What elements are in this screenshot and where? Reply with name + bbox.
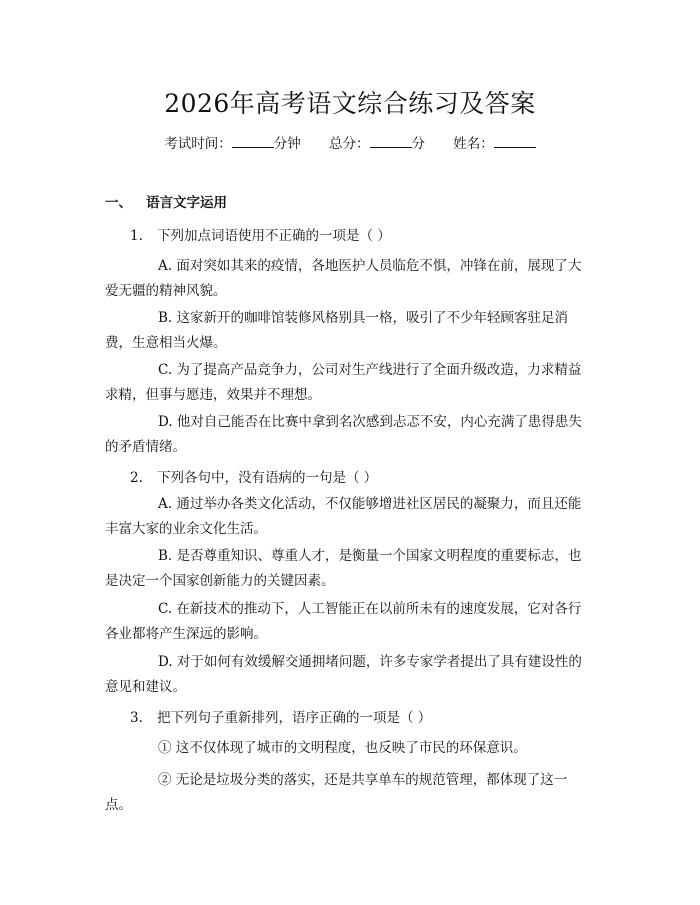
question-1-stem — [130, 224, 391, 244]
q3-sentence-2: ② 无论是垃圾分类的落实，还是共享单车的规范管理，都体现了这一点。 — [105, 772, 568, 813]
exam-time-label: 考试时间： — [164, 136, 232, 152]
q2-option-a: A. 通过举办各类文化活动，不仅能够增进社区居民的凝聚力，而且还能丰富大家的业余文化生活。 — [105, 496, 582, 537]
exam-time-unit: 分钟 — [273, 136, 301, 152]
page-title: 2026年高考语文综合练习及答案 — [164, 89, 536, 118]
q2-option-d: D. 对于如何有效缓解交通拥堵问题，许多专家学者提出了具有建设性的意见和建议。 — [105, 654, 582, 695]
section-number: 一、 — [105, 195, 132, 211]
q1-option-c: C. 为了提高产品竞争力，公司对生产线进行了全面升级改造，力求精益求精，但事与愿违，效果并不理想。 — [105, 362, 582, 403]
total-score-blank — [370, 135, 412, 148]
q3-sentence-1: ① 这不仅体现了城市的文明程度，也反映了市民的环保意识。 — [158, 740, 527, 756]
q1-option-a: A. 面对突如其来的疫情，各地医护人员临危不惧，冲锋在前，展现了大爱无疆的精神风貌。 — [105, 258, 582, 299]
exam-time-blank — [232, 135, 274, 148]
question-number: 1. — [130, 228, 143, 244]
question-number: 2. — [130, 470, 143, 486]
question-text: 把下列句子重新排列，语序正确的一项是（ ） — [157, 710, 432, 726]
student-name-blank — [494, 135, 536, 148]
exam-meta — [0, 132, 700, 152]
question-number: 3. — [130, 710, 143, 726]
section-title: 语言文字运用 — [146, 195, 227, 211]
student-name-label: 姓名： — [453, 136, 494, 152]
question-text: 下列加点词语使用不正确的一项是（ ） — [157, 228, 391, 244]
total-score — [329, 136, 429, 152]
q2-option-b: B. 是否尊重知识、尊重人才，是衡量一个国家文明程度的重要标志，也是决定一个国家创新能力的关键因素。 — [105, 548, 582, 589]
section-heading — [105, 191, 227, 211]
q1-option-d: D. 他对自己能否在比赛中拿到名次感到忐忑不安，内心充满了患得患失的矛盾情绪。 — [105, 414, 582, 455]
total-score-label: 总分： — [329, 136, 370, 152]
exam-time — [164, 136, 305, 152]
question-3-stem — [130, 706, 431, 726]
q2-option-c: C. 在新技术的推动下，人工智能正在以前所未有的速度发展，它对各行各业都将产生深远的影响。 — [105, 601, 582, 642]
question-text: 下列各句中，没有语病的一句是（ ） — [157, 470, 378, 486]
student-name — [453, 136, 536, 152]
question-2-stem — [130, 466, 377, 486]
q1-option-b: B. 这家新开的咖啡馆装修风格别具一格，吸引了不少年轻顾客驻足消费，生意相当火爆。 — [105, 310, 569, 351]
total-score-unit: 分 — [411, 136, 425, 152]
